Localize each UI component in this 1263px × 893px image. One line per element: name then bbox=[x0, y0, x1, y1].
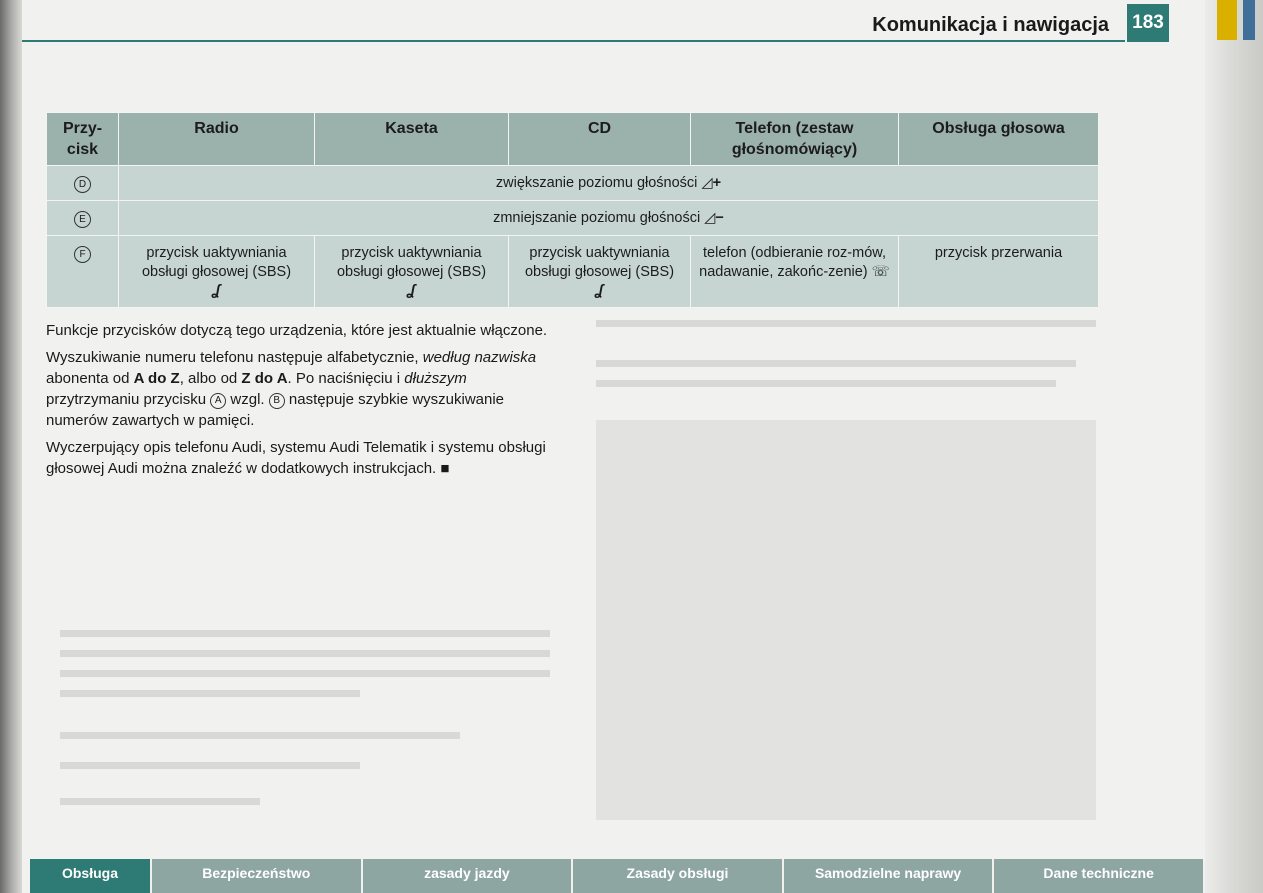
cell-text: przycisk uaktywniania obsługi głosowej (SBS) bbox=[141, 245, 292, 280]
body-text bbox=[46, 320, 556, 485]
text-strong: Z do A bbox=[241, 370, 288, 387]
merged-cell bbox=[119, 166, 1099, 201]
key-d-icon: D bbox=[74, 176, 91, 193]
table-row bbox=[47, 236, 1099, 308]
book-spine-shadow bbox=[0, 0, 22, 893]
text-strong: A do Z bbox=[133, 370, 180, 387]
column-header-cd: CD bbox=[509, 113, 691, 166]
button-function-table bbox=[46, 112, 1099, 308]
text-span: . Po naciśnięciu i bbox=[287, 370, 401, 387]
header-rule bbox=[22, 40, 1125, 42]
volume-up-text: zwiększanie poziomu głośności bbox=[495, 174, 698, 191]
key-e-icon: E bbox=[74, 211, 91, 228]
cell-text: przycisk przerwania bbox=[934, 245, 1063, 261]
paragraph-functions: Funkcje przycisków dotyczą tego urządzenia, które jest aktualnie włączone. bbox=[46, 322, 548, 339]
table-header-row bbox=[47, 113, 1099, 166]
merged-cell bbox=[119, 201, 1099, 236]
key-a-icon: A bbox=[210, 393, 226, 409]
text-span: następuje szybkie wyszukiwanie numerów zawartych w pamięci. bbox=[46, 391, 505, 429]
text-span: Wyczerpujący opis telefonu Audi, systemu Audi Telematik i systemu obsługi głosowej Audi można znaleźć w dodatkowych instrukcjach. bbox=[46, 439, 546, 477]
paragraph-search bbox=[46, 347, 556, 431]
end-square-icon: ■ bbox=[440, 460, 450, 477]
key-f-icon: F bbox=[74, 246, 91, 263]
key-cell bbox=[47, 236, 119, 308]
bleed-through-line bbox=[60, 670, 550, 677]
column-header-cassette: Kaseta bbox=[315, 113, 509, 166]
bleed-through-line bbox=[596, 360, 1076, 367]
phone-icon: ☏ bbox=[871, 263, 890, 280]
bleed-through-line bbox=[596, 320, 1096, 327]
voice-command-icon: ʆ bbox=[595, 282, 604, 299]
volume-down-text: zmniejszanie poziomu głośności bbox=[493, 209, 701, 226]
bleed-through-table bbox=[596, 420, 1096, 820]
text-span: przytrzymaniu przycisku bbox=[46, 391, 207, 408]
footer-item-zasady-jazdy[interactable]: zasady jazdy bbox=[363, 859, 572, 893]
column-header-voice: Obsługa głosowa bbox=[899, 113, 1099, 166]
table-cell bbox=[119, 236, 315, 308]
page-edge bbox=[1205, 0, 1263, 893]
bleed-through-line bbox=[60, 798, 260, 805]
text-span: wzgl. bbox=[230, 391, 265, 408]
footer-nav bbox=[30, 859, 1205, 893]
column-header-key: Przy- cisk bbox=[47, 113, 119, 166]
footer-item-samodzielne-naprawy[interactable]: Samodzielne naprawy bbox=[784, 859, 993, 893]
table-cell bbox=[691, 236, 899, 308]
key-b-icon: B bbox=[269, 393, 285, 409]
column-header-radio: Radio bbox=[119, 113, 315, 166]
text-span: Wyszukiwanie numeru telefonu następuje alfabetycznie, bbox=[46, 349, 419, 366]
table-cell bbox=[509, 236, 691, 308]
section-title: Komunikacja i nawigacja bbox=[872, 14, 1109, 36]
edge-tab-blue bbox=[1243, 0, 1255, 40]
bleed-through-line bbox=[60, 732, 460, 739]
footer-item-obsluga[interactable]: Obsługa bbox=[30, 859, 150, 893]
key-cell bbox=[47, 201, 119, 236]
table-cell bbox=[315, 236, 509, 308]
bleed-through-line bbox=[60, 650, 550, 657]
column-header-phone: Telefon (zestaw głośnomówiący) bbox=[691, 113, 899, 166]
voice-command-icon: ʆ bbox=[407, 282, 416, 299]
volume-up-icon: ◿+ bbox=[701, 174, 722, 191]
volume-down-icon: ◿− bbox=[704, 209, 724, 226]
table-row bbox=[47, 166, 1099, 201]
table-cell bbox=[899, 236, 1099, 308]
table-row bbox=[47, 201, 1099, 236]
footer-item-zasady-obslugi[interactable]: Zasady obsługi bbox=[573, 859, 782, 893]
footer-item-dane-techniczne[interactable]: Dane techniczne bbox=[994, 859, 1203, 893]
edge-tab-yellow bbox=[1217, 0, 1237, 40]
bleed-through-line bbox=[60, 630, 550, 637]
bleed-through-line bbox=[60, 690, 360, 697]
text-emphasis: dłuższym bbox=[404, 370, 467, 387]
cell-text: przycisk uaktywniania obsługi głosowej (SBS) bbox=[336, 245, 487, 280]
paragraph-instructions bbox=[46, 437, 556, 479]
bleed-through-line bbox=[596, 380, 1056, 387]
text-span: , albo od bbox=[179, 370, 238, 387]
key-cell bbox=[47, 166, 119, 201]
cell-text: telefon (odbieranie roz-mów, nadawanie, zakońc-zenie) bbox=[699, 245, 886, 280]
cell-text: przycisk uaktywniania obsługi głosowej (SBS) bbox=[524, 245, 675, 280]
text-span: abonenta od bbox=[46, 370, 130, 387]
bleed-through-line bbox=[60, 762, 360, 769]
footer-item-bezpieczenstwo[interactable]: Bezpieczeństwo bbox=[152, 859, 361, 893]
page-number: 183 bbox=[1127, 4, 1169, 42]
text-emphasis: według nazwiska bbox=[422, 349, 537, 366]
page-header bbox=[22, 0, 1205, 44]
voice-command-icon: ʆ bbox=[212, 282, 221, 299]
